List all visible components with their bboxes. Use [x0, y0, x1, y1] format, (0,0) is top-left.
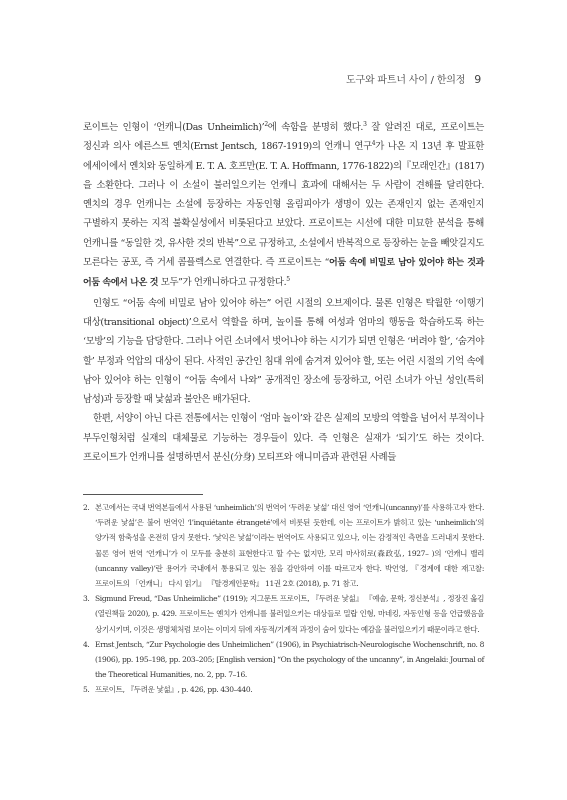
- emphasized-quote: 어둠 속에 비밀로 남아 있어야 하는 것과 어둠 속에서 나온 것: [83, 258, 484, 289]
- paragraph-1-text: 에 속함을 분명히 했다.: [267, 122, 364, 133]
- footnote-ref-5[interactable]: 5: [286, 276, 290, 284]
- footnote-number: 2.: [83, 503, 90, 512]
- footnote-number: 4.: [83, 639, 90, 649]
- page-number: 9: [474, 73, 481, 86]
- footnote-ref-3[interactable]: 3: [363, 121, 367, 128]
- paragraph-1-text: 잘 알려진 대로, 프로이트는 정신과 의사 에른스트 옌치(Ernst Jentsch, 1867-1919)의 언캐니 연구: [83, 122, 484, 153]
- footnote-number: 3.: [83, 594, 90, 604]
- footnote-number: 5.: [83, 685, 90, 695]
- paragraph-1-text: 모두”가 언캐니하다고 규정한다.: [158, 277, 287, 289]
- footnote-text: 본고에서는 국내 번역본들에서 사용된 ‘unheimlich’의 번역어 ‘두려운 낯섦’ 대신 영어 ‘언캐니(uncanny)’를 사용하고자 한다. ‘두려운 낯섦’은 불어 번역인 ‘l’inquiétante étrangeté’에서 비롯된 듯한데, 이는 프로이트가 밝히고 있는 ‘unheimlich’의 양가적 함축성을 온전히 담지 못한다. ‘낯익은 낯섦’이라는 번역어도 사용되고 있으나, 이는 감정적인 측면을 드러내지 못한다. 물론 영어 번역 ‘언캐니’가 이 모두를 충분히 표현한다고 할 수는 없지만, 모리 마사히로(森政弘, 1927– )의 ‘언캐니 밸리(uncanny valley)’란 용어가 국내에서 통용되고 있는 점을 감안하여 이를 따르고자 한다. 박언영, 『경계에 대한 재고찰: 프로이트의 「언캐니」 다시 읽기』 『탈경계인문학』 11권 2호 (2018), p. 71 참고.: [95, 503, 484, 589]
- footnote-2: [83, 500, 484, 591]
- paragraph-1-text: 가 나온 지 13년 후 발표한 에세이에서 옌치와 동일하게 E. T. A. 호프만(E. T. A. Hoffmann, 1776-1822)의『모래인간』(1817)을 소환한다. 그러나 이 소설이 불러일으키는 언캐니 효과에 대해서는 두 사람이 견해를 달리한다. 옌치의 경우 언캐니는 소설에 등장하는 자동인형 올림피아가 생명이 있는 존재인지 없는 존재인지 구별하지 못하는 지적 불확실성에서 비롯된다고 보았다. 프로이트는 시선에 대한 미묘한 분석을 통해 언캐니를 “동일한 것, 유사한 것의 반복”으로 규정하고, 소설에서 반복적으로 등장하는 눈을 빼앗길지도 모른다는 공포, 즉 거세 콤플렉스로 연결한다. 즉 프로이트는 “: [83, 141, 484, 269]
- footnotes: [83, 500, 484, 698]
- footnote-4: [83, 637, 484, 683]
- paragraph-1: [83, 118, 484, 294]
- running-header-title: 도구와 파트너 사이 / 한의정: [346, 75, 466, 86]
- paragraph-3: 한편, 서양이 아닌 다른 전통에서는 인형이 ‘엄마 놀이’와 같은 실제의 모방의 역할을 넘어서 부적이나 부두인형처럼 실재의 대체물로 기능하는 경우들이 있다. 즉 인형은 실재가 ‘되기’도 하는 것이다. 프로이트가 언캐니를 설명하면서 분신(分身) 모티프와 애니미즘과 관련된 사례들: [83, 413, 484, 464]
- footnote-text: 프로이트, 『두려운 낯섦』, p. 426, pp. 430–440.: [95, 685, 253, 695]
- footnote-5: [83, 682, 484, 697]
- footnote-text: Ernst Jentsch, “Zur Psychologie des Unheimlichen” (1906), in Psychiatrisch-Neurologische Wochenschrift, no. 8 (1906), pp. 195–198, pp. 203–205; [English version] “On the psychology of the uncanny”, in Angelaki: Journal of the Theoretical Humanities, no. 2, pp. 7–16.: [95, 639, 484, 680]
- running-header: [346, 71, 481, 86]
- body-text: [83, 118, 484, 467]
- footnote-ref-2[interactable]: 2: [264, 121, 268, 128]
- footnote-ref-4[interactable]: 4: [371, 140, 376, 148]
- footnote-text: Sigmund Freud, “Das Unheimliche” (1919); 지그문트 프로이트, 『두려운 낯섦』 『예술, 문학, 정신분석』, 정장진 옮김 (열린책들 2020), p. 429. 프로이트는 옌치가 언캐니를 불러일으키는 대상들로 밀랍 인형, 마네킹, 자동인형 등을 언급했음을 상기시키며, 이것은 생명체처럼 보이는 이미지 뒤에 자동적/기계적 과정이 숨어 있다는 예감을 불러일으키기 때문이라고 한다.: [95, 594, 484, 634]
- footnote-divider: [83, 494, 203, 495]
- footnote-3: [83, 591, 484, 637]
- paragraph-2: 인형도 “어둠 속에 비밀로 남아 있어야 하는” 어린 시절의 오브제이다. 물론 인형은 탁월한 ‘이행기 대상(transitional object)’으로서 역할을 하며, 놀이를 통해 여성과 엄마의 행동을 학습하도록 하는 ‘모방’의 기능을 담당한다. 그러나 어린 소녀에서 벗어나야 하는 시기가 되면 인형은 ‘버려야 할’, ‘숨겨야 할’ 부정과 억압의 대상이 된다. 사적인 공간인 침대 위에 숨겨져 있어야 할, 또는 어린 시절의 기억 속에 남아 있어야 하는 인형이 “어둠 속에서 나와” 공개적인 장소에 등장하고, 어린 소녀가 아닌 성인(특히 남성)과 등장할 때 낯섦과 불안은 배가된다.: [83, 297, 484, 406]
- paragraph-1-text: 로이트는 인형이 ‘언캐니(Das Unheimlich)’: [83, 122, 265, 133]
